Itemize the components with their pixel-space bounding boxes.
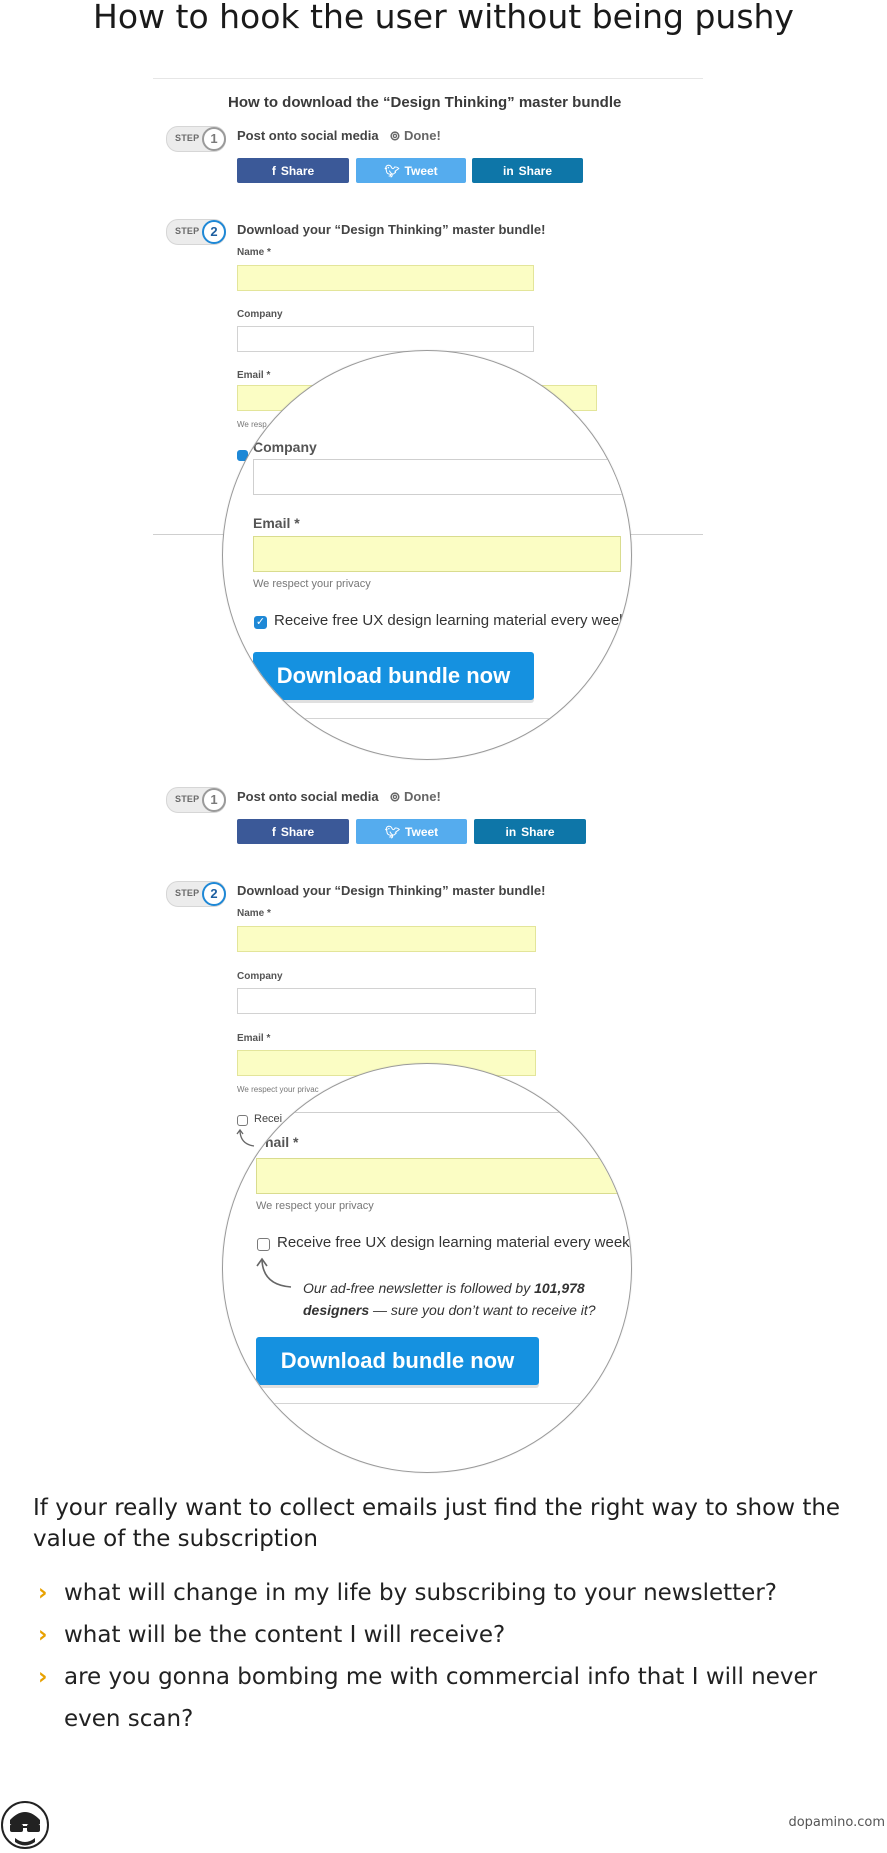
divider [153, 78, 703, 79]
check-circle-icon: ⊚ [389, 128, 401, 143]
name-input[interactable] [237, 926, 536, 952]
facebook-icon: f [271, 163, 276, 178]
newsletter-checkbox-zoom[interactable]: ✓ [255, 616, 266, 628]
magnifier-checked [222, 350, 632, 760]
privacy-text: We respect your privac [237, 1085, 319, 1094]
done-label: ⊚ Done! [389, 789, 441, 804]
email-label-zoom: Email * [253, 515, 300, 531]
company-label: Company [237, 309, 283, 320]
download-bundle-button[interactable]: Download bundle now [256, 1337, 539, 1385]
privacy-text-zoom: We respect your privacy [256, 1200, 374, 1212]
dopamino-logo[interactable] [0, 1800, 50, 1849]
question-list [38, 1572, 858, 1740]
twitter-icon: 🐦︎ [384, 824, 401, 839]
screenshot-unchecked [0, 760, 887, 1480]
linkedin-share-button[interactable]: in Share [472, 158, 583, 183]
screenshot-checked [0, 0, 887, 760]
twitter-tweet-button[interactable]: 🐦︎ Tweet [356, 158, 466, 183]
chevron-right-icon: › [38, 1622, 48, 1648]
page-title: How to hook the user without being pushy [93, 0, 794, 36]
form-top-border [223, 1112, 632, 1113]
company-input-zoom[interactable] [253, 459, 623, 495]
chevron-right-icon: › [38, 1664, 48, 1690]
done-label: ⊚ Done! [389, 128, 441, 143]
newsletter-note-line2: designers — sure you don’t want to receive it? [303, 1302, 596, 1318]
linkedin-share-button[interactable]: in Share [474, 819, 586, 844]
facebook-share-button[interactable]: f Share [237, 819, 349, 844]
linkedin-icon: in [505, 824, 517, 839]
magnifier-unchecked [222, 1063, 632, 1473]
privacy-text-zoom: We respect your privacy [253, 578, 371, 590]
step-number: 2 [202, 882, 226, 906]
name-label: Name * [237, 247, 271, 258]
list-item: › what will be the content I will receive? [38, 1614, 858, 1656]
email-label-zoom: nail * [265, 1134, 299, 1150]
newsletter-checkbox-label: Receive free UX design learning material every week [277, 1234, 630, 1251]
download-bundle-button[interactable]: Download bundle now [253, 652, 534, 700]
newsletter-note-line1: Our ad-free newsletter is followed by 101,978 [303, 1280, 585, 1296]
twitter-tweet-button[interactable]: 🐦︎ Tweet [356, 819, 467, 844]
step1-title: Post onto social media ⊚ Done! [237, 789, 441, 804]
name-label: Name * [237, 908, 271, 919]
newsletter-checkbox-zoom[interactable] [257, 1238, 270, 1251]
form-bottom-border [223, 718, 632, 719]
email-input-zoom[interactable] [253, 536, 621, 572]
list-item: › are you gonna bombing me with commercial info that I will never even scan? [38, 1656, 858, 1740]
step-number: 1 [202, 788, 226, 812]
receive-partial-text: Recei [254, 1113, 283, 1125]
twitter-icon: 🐦︎ [384, 163, 400, 178]
step-number: 2 [202, 220, 226, 244]
check-circle-icon: ⊚ [389, 789, 401, 804]
form-bottom-border [223, 1403, 632, 1404]
step-number: 1 [202, 127, 226, 151]
email-input-zoom[interactable] [256, 1158, 626, 1194]
step2-title: Download your “Design Thinking” master bundle! [237, 883, 546, 898]
step2-title: Download your “Design Thinking” master bundle! [237, 222, 546, 237]
chevron-right-icon: › [38, 1580, 48, 1606]
newsletter-checkbox-label: Receive free UX design learning material every week [274, 612, 627, 629]
step-word: STEP [175, 794, 200, 804]
form-heading: How to download the “Design Thinking” master bundle [228, 94, 622, 111]
company-input[interactable] [237, 326, 534, 352]
facebook-share-button[interactable]: f Share [237, 158, 349, 183]
name-input[interactable] [237, 265, 534, 291]
list-item: › what will change in my life by subscribing to your newsletter? [38, 1572, 858, 1614]
step1-title: Post onto social media ⊚ Done! [237, 128, 441, 143]
company-input[interactable] [237, 988, 536, 1014]
step-word: STEP [175, 226, 200, 236]
privacy-text: We resp [237, 420, 267, 429]
linkedin-icon: in [502, 163, 514, 178]
email-label: Email * [237, 370, 271, 381]
company-label: Company [237, 971, 283, 982]
email-label: Email * [237, 1033, 271, 1044]
site-name: dopamino.com [788, 1815, 885, 1830]
facebook-icon: f [271, 824, 276, 839]
body-paragraph: If your really want to collect emails just find the right way to show the value of the subscription [33, 1495, 841, 1552]
company-label-zoom: Company [253, 439, 317, 455]
curved-arrow-icon [255, 1255, 295, 1295]
step-word: STEP [175, 133, 200, 143]
step-word: STEP [175, 888, 200, 898]
